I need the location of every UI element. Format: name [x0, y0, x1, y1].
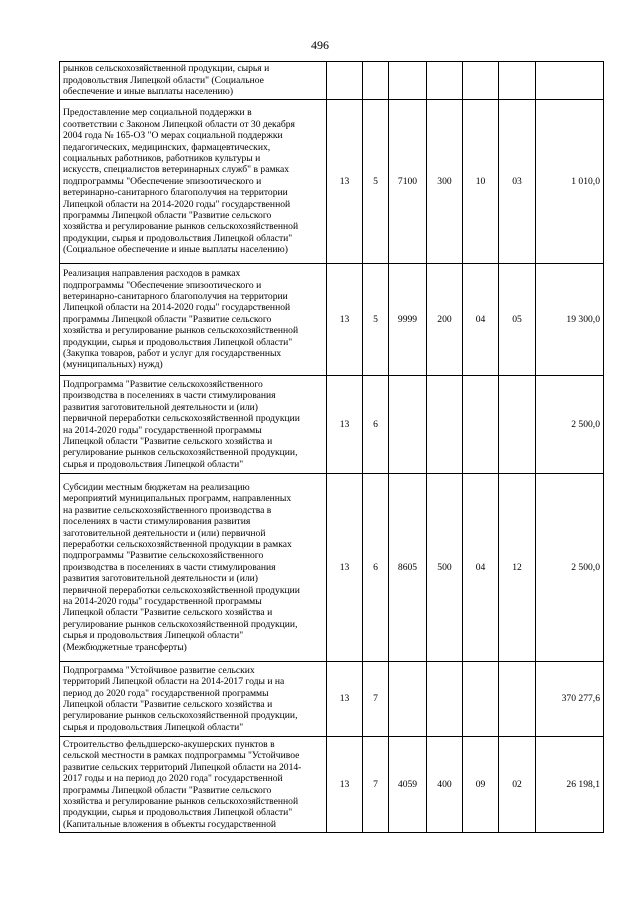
description-line: подпрограммы "Обеспечение эпизоотического и — [63, 279, 262, 291]
code-cell-c4: 300 — [427, 100, 463, 264]
description-line: развитие сельских территорий Липецкой области на 2014- — [63, 761, 302, 773]
description-line: программы Липецкой области "Развитие сельского — [63, 210, 272, 222]
description-line: Липецкой области "Развитие сельского хозяйства и — [63, 607, 273, 619]
description-line: Предоставление мер социальной поддержки в — [63, 107, 252, 119]
description-line: подпрограммы "Развитие сельскохозяйственного — [63, 550, 264, 562]
description-line: хозяйства и регулирование рынков сельскохозяйственной — [63, 795, 299, 807]
description-line: мероприятий муниципальных программ, направленных — [63, 493, 292, 505]
code-cell-c3: 4059 — [389, 737, 427, 833]
code-cell-c4: 400 — [427, 737, 463, 833]
table-row — [60, 662, 604, 737]
description-line: хозяйства и регулирование рынков сельскохозяйственной — [63, 221, 299, 233]
code-cell-c2 — [363, 62, 389, 100]
description-line: соответствии с Законом Липецкой области от 30 декабря — [63, 118, 295, 130]
code-cell-c2: 5 — [363, 264, 389, 376]
description-line: (Социальное обеспечение и иные выплаты населению) — [63, 244, 288, 256]
description-line: сырья и продовольствия Липецкой области" — [63, 630, 244, 642]
code-cell-c1: 13 — [327, 376, 363, 474]
table-row — [60, 474, 604, 662]
description-line: (Капитальные вложения в объекты государственной — [63, 818, 277, 830]
description-line: (Межбюджетные трансферты) — [63, 641, 187, 653]
code-cell-c1: 13 — [327, 264, 363, 376]
description-line: на 2014-2020 годы" государственной программы — [63, 596, 262, 608]
description-line: территорий Липецкой области на 2014-2017 годы и на — [63, 676, 285, 688]
code-cell-c4 — [427, 62, 463, 100]
code-cell-c6 — [499, 376, 536, 474]
description-line: программы Липецкой области "Развитие сельского — [63, 784, 272, 796]
code-cell-c5: 04 — [463, 264, 499, 376]
description-line: период до 2020 года" государственной программы — [63, 687, 269, 699]
code-cell-c6 — [499, 62, 536, 100]
description-line: продукции, сырья и продовольствия Липецкой области" — [63, 232, 293, 244]
description-line: развития заготовительной деятельности и (или) — [63, 573, 258, 585]
code-cell-c6: 12 — [499, 474, 536, 662]
description-line: первичной переработки сельскохозяйственной продукции — [63, 413, 300, 425]
description-line: 2004 года № 165-ОЗ "О мерах социальной поддержки — [63, 130, 283, 142]
row-description — [60, 474, 327, 662]
table-row — [60, 100, 604, 264]
description-line: производства в поселениях в части стимулирования — [63, 561, 276, 573]
page-number: 496 — [311, 38, 329, 52]
description-line: регулирование рынков сельскохозяйственной продукции, — [63, 710, 298, 722]
row-description — [60, 662, 327, 737]
description-line: подпрограммы "Обеспечение эпизоотического и — [63, 175, 262, 187]
code-cell-c6: 03 — [499, 100, 536, 264]
code-cell-c4: 200 — [427, 264, 463, 376]
description-line: сельской местности в рамках подпрограммы "Устойчивое — [63, 750, 300, 762]
description-line: производства в поселениях в части стимулирования — [63, 390, 276, 402]
description-line: обеспечение и иные выплаты населению) — [63, 86, 234, 98]
code-cell-c1: 13 — [327, 737, 363, 833]
code-cell-c3 — [389, 376, 427, 474]
amount-cell: 1 010,0 — [536, 100, 604, 264]
description-line: регулирование рынков сельскохозяйственной продукции, — [63, 618, 298, 630]
description-line: рынков сельскохозяйственной продукции, сырья и — [63, 63, 270, 75]
code-cell-c5: 09 — [463, 737, 499, 833]
description-line: хозяйства и регулирование рынков сельскохозяйственной — [63, 325, 299, 337]
description-line: искусств, специалистов ветеринарных служб" в рамках — [63, 164, 290, 176]
row-description — [60, 376, 327, 474]
budget-table — [59, 61, 604, 833]
description-line: Субсидии местным бюджетам на реализацию — [63, 481, 250, 493]
code-cell-c3 — [389, 62, 427, 100]
amount-cell: 370 277,6 — [536, 662, 604, 737]
description-line: педагогических, медицинских, фармацевтических, — [63, 141, 271, 153]
amount-cell: 2 500,0 — [536, 376, 604, 474]
description-line: развития заготовительной деятельности и (или) — [63, 401, 258, 413]
code-cell-c2: 6 — [363, 376, 389, 474]
description-line: Строительство фельдшерско-акушерских пунктов в — [63, 738, 275, 750]
code-cell-c5 — [463, 376, 499, 474]
code-cell-c4: 500 — [427, 474, 463, 662]
description-line: (муниципальных) нужд) — [63, 359, 163, 371]
description-line: ветеринарно-санитарного благополучия на территории — [63, 187, 288, 199]
description-line: сырья и продовольствия Липецкой области" — [63, 721, 244, 733]
row-description — [60, 264, 327, 376]
description-line: Подпрограмма "Развитие сельскохозяйственного — [63, 378, 263, 390]
code-cell-c3: 8605 — [389, 474, 427, 662]
description-line: Липецкой области "Развитие сельского хозяйства и — [63, 435, 273, 447]
description-line: заготовительной деятельности и (или) первичной — [63, 527, 266, 539]
row-description — [60, 737, 327, 833]
description-line: Липецкой области "Развитие сельского хозяйства и — [63, 699, 273, 710]
code-cell-c1: 13 — [327, 100, 363, 264]
description-line: 2017 годы и на период до 2020 года" государственной — [63, 773, 283, 785]
code-cell-c2: 7 — [363, 737, 389, 833]
description-line: продовольствия Липецкой области" (Социальное — [63, 74, 264, 86]
description-line: программы Липецкой области "Развитие сельского — [63, 313, 272, 325]
code-cell-c5: 04 — [463, 474, 499, 662]
table-row — [60, 737, 604, 833]
description-line: Реализация направления расходов в рамках — [63, 268, 241, 280]
description-line: Липецкой области на 2014-2020 годы" государственной — [63, 302, 291, 314]
row-description — [60, 62, 327, 100]
code-cell-c2: 7 — [363, 662, 389, 737]
code-cell-c3 — [389, 662, 427, 737]
description-line: первичной переработки сельскохозяйственной продукции — [63, 584, 300, 596]
description-line: на 2014-2020 годы" государственной программы — [63, 424, 262, 436]
amount-cell — [536, 62, 604, 100]
description-line: ветеринарно-санитарного благополучия на территории — [63, 290, 288, 302]
code-cell-c1: 13 — [327, 662, 363, 737]
description-line: Подпрограмма "Устойчивое развитие сельских — [63, 664, 255, 676]
description-line: (Закупка товаров, работ и услуг для государственных — [63, 348, 282, 360]
row-description — [60, 100, 327, 264]
code-cell-c4 — [427, 376, 463, 474]
description-line: поселениях в части стимулирования развития — [63, 516, 251, 528]
description-line: сырья и продовольствия Липецкой области" — [63, 458, 244, 470]
description-line: регулирование рынков сельскохозяйственной продукции, — [63, 447, 298, 459]
code-cell-c2: 5 — [363, 100, 389, 264]
description-line: продукции, сырья и продовольствия Липецкой области" — [63, 336, 293, 348]
description-line: Липецкой области на 2014-2020 годы" государственной — [63, 198, 291, 210]
code-cell-c6: 05 — [499, 264, 536, 376]
table-row — [60, 62, 604, 100]
amount-cell: 2 500,0 — [536, 474, 604, 662]
description-line: социальных работников, работников культуры и — [63, 152, 261, 164]
code-cell-c6 — [499, 662, 536, 737]
code-cell-c1: 13 — [327, 474, 363, 662]
description-line: продукции, сырья и продовольствия Липецкой области" — [63, 807, 293, 819]
code-cell-c5 — [463, 62, 499, 100]
budget-table-body — [60, 62, 604, 833]
code-cell-c2: 6 — [363, 474, 389, 662]
amount-cell: 26 198,1 — [536, 737, 604, 833]
code-cell-c5 — [463, 662, 499, 737]
description-line: переработки сельскохозяйственной продукции в рамках — [63, 538, 292, 550]
code-cell-c1 — [327, 62, 363, 100]
code-cell-c5: 10 — [463, 100, 499, 264]
code-cell-c4 — [427, 662, 463, 737]
code-cell-c3: 9999 — [389, 264, 427, 376]
code-cell-c6: 02 — [499, 737, 536, 833]
table-row — [60, 264, 604, 376]
amount-cell: 19 300,0 — [536, 264, 604, 376]
table-row — [60, 376, 604, 474]
description-line: на развитие сельскохозяйственного производства в — [63, 504, 272, 516]
code-cell-c3: 7100 — [389, 100, 427, 264]
